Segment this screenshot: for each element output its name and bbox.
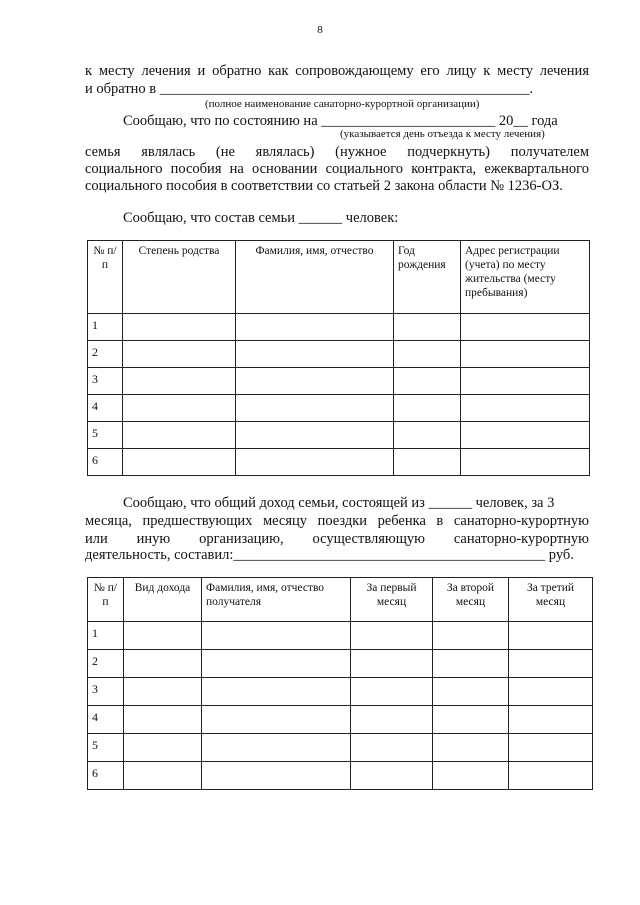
header-number: № п/п bbox=[88, 241, 123, 314]
family-composition-table bbox=[87, 240, 590, 476]
table-row bbox=[88, 449, 590, 476]
paragraph-line-9: месяца, предшествующих месяцу поездки ребенка в санаторно-курортную bbox=[85, 513, 589, 529]
third-month-cell[interactable] bbox=[509, 650, 593, 678]
birth-year-cell[interactable] bbox=[394, 395, 461, 422]
paragraph-line-1: к месту лечения и обратно как сопровождающему его лицу к месту лечения bbox=[85, 63, 589, 79]
third-month-cell[interactable] bbox=[509, 678, 593, 706]
row-number: 4 bbox=[88, 395, 123, 422]
address-cell[interactable] bbox=[461, 368, 590, 395]
paragraph-line-8: Сообщаю, что общий доход семьи, состоящей из ______ человек, за 3 bbox=[123, 495, 555, 511]
table-row bbox=[88, 650, 593, 678]
relationship-cell[interactable] bbox=[123, 422, 236, 449]
full-name-cell[interactable] bbox=[236, 395, 394, 422]
table-row bbox=[88, 622, 593, 650]
row-number: 2 bbox=[88, 341, 123, 368]
header-number: № п/п bbox=[88, 578, 124, 622]
paragraph-line-11: деятельность, составил:___________________________________________ руб. bbox=[85, 547, 574, 563]
row-number: 3 bbox=[88, 368, 123, 395]
birth-year-cell[interactable] bbox=[394, 368, 461, 395]
recipient-name-cell[interactable] bbox=[202, 622, 351, 650]
paragraph-family-size: Сообщаю, что состав семьи ______ человек: bbox=[123, 210, 399, 226]
full-name-cell[interactable] bbox=[236, 422, 394, 449]
second-month-cell[interactable] bbox=[433, 622, 509, 650]
birth-year-cell[interactable] bbox=[394, 314, 461, 341]
row-number: 5 bbox=[88, 422, 123, 449]
row-number: 6 bbox=[88, 449, 123, 476]
address-cell[interactable] bbox=[461, 341, 590, 368]
full-name-cell[interactable] bbox=[236, 368, 394, 395]
first-month-cell[interactable] bbox=[351, 650, 433, 678]
row-number: 1 bbox=[88, 314, 123, 341]
table-row bbox=[88, 368, 590, 395]
first-month-cell[interactable] bbox=[351, 678, 433, 706]
first-month-cell[interactable] bbox=[351, 762, 433, 790]
table-row bbox=[88, 314, 590, 341]
table-row bbox=[88, 762, 593, 790]
table-row bbox=[88, 734, 593, 762]
third-month-cell[interactable] bbox=[509, 762, 593, 790]
address-cell[interactable] bbox=[461, 395, 590, 422]
first-month-cell[interactable] bbox=[351, 706, 433, 734]
recipient-name-cell[interactable] bbox=[202, 706, 351, 734]
header-third-month: За третий месяц bbox=[509, 578, 593, 622]
relationship-cell[interactable] bbox=[123, 314, 236, 341]
paragraph-line-10: или иную организацию, осуществляющую санаторно-курортную bbox=[85, 531, 589, 547]
paragraph-line-6: социального пособия в соответствии со статьей 2 закона области № 1236-ОЗ. bbox=[85, 178, 563, 194]
header-second-month: За второй месяц bbox=[433, 578, 509, 622]
row-number: 6 bbox=[88, 762, 124, 790]
row-number: 3 bbox=[88, 678, 124, 706]
second-month-cell[interactable] bbox=[433, 734, 509, 762]
caption-departure-day: (указывается день отъезда к месту лечения) bbox=[340, 128, 545, 140]
first-month-cell[interactable] bbox=[351, 622, 433, 650]
table-row bbox=[88, 395, 590, 422]
row-number: 1 bbox=[88, 622, 124, 650]
relationship-cell[interactable] bbox=[123, 368, 236, 395]
table-header-row bbox=[88, 241, 590, 314]
address-cell[interactable] bbox=[461, 422, 590, 449]
family-income-table bbox=[87, 577, 593, 790]
address-cell[interactable] bbox=[461, 314, 590, 341]
relationship-cell[interactable] bbox=[123, 449, 236, 476]
second-month-cell[interactable] bbox=[433, 650, 509, 678]
second-month-cell[interactable] bbox=[433, 706, 509, 734]
paragraph-line-5: социального пособия на основании социального контракта, ежеквартального bbox=[85, 161, 589, 177]
row-number: 5 bbox=[88, 734, 124, 762]
third-month-cell[interactable] bbox=[509, 706, 593, 734]
table-header-row bbox=[88, 578, 593, 622]
header-birth-year: Год рождения bbox=[394, 241, 461, 314]
recipient-name-cell[interactable] bbox=[202, 762, 351, 790]
recipient-name-cell[interactable] bbox=[202, 678, 351, 706]
header-income-type: Вид дохода bbox=[124, 578, 202, 622]
income-type-cell[interactable] bbox=[124, 622, 202, 650]
table-row bbox=[88, 706, 593, 734]
header-relationship: Степень родства bbox=[123, 241, 236, 314]
header-first-month: За первый месяц bbox=[351, 578, 433, 622]
birth-year-cell[interactable] bbox=[394, 341, 461, 368]
table-row bbox=[88, 422, 590, 449]
relationship-cell[interactable] bbox=[123, 395, 236, 422]
recipient-name-cell[interactable] bbox=[202, 650, 351, 678]
birth-year-cell[interactable] bbox=[394, 422, 461, 449]
paragraph-line-3: Сообщаю, что по состоянию на ________________________ 20__ года bbox=[123, 113, 558, 129]
full-name-cell[interactable] bbox=[236, 341, 394, 368]
row-number: 2 bbox=[88, 650, 124, 678]
third-month-cell[interactable] bbox=[509, 734, 593, 762]
table-row bbox=[88, 341, 590, 368]
first-month-cell[interactable] bbox=[351, 734, 433, 762]
table-row bbox=[88, 678, 593, 706]
birth-year-cell[interactable] bbox=[394, 449, 461, 476]
income-type-cell[interactable] bbox=[124, 734, 202, 762]
paragraph-line-2: и обратно в ___________________________________________________. bbox=[85, 81, 534, 97]
second-month-cell[interactable] bbox=[433, 678, 509, 706]
address-cell[interactable] bbox=[461, 449, 590, 476]
third-month-cell[interactable] bbox=[509, 622, 593, 650]
full-name-cell[interactable] bbox=[236, 314, 394, 341]
caption-sanatorium-name: (полное наименование санаторно-курортной организации) bbox=[205, 98, 480, 110]
income-type-cell[interactable] bbox=[124, 762, 202, 790]
income-type-cell[interactable] bbox=[124, 650, 202, 678]
income-type-cell[interactable] bbox=[124, 678, 202, 706]
page-number: 8 bbox=[317, 24, 323, 36]
row-number: 4 bbox=[88, 706, 124, 734]
full-name-cell[interactable] bbox=[236, 449, 394, 476]
header-address: Адрес регистрации (учета) по месту жительства (месту пребывания) bbox=[461, 241, 590, 314]
recipient-name-cell[interactable] bbox=[202, 734, 351, 762]
header-recipient-name: Фамилия, имя, отчество получателя bbox=[202, 578, 351, 622]
paragraph-line-4: семья являлась (не являлась) (нужное подчеркнуть) получателем bbox=[85, 144, 589, 160]
relationship-cell[interactable] bbox=[123, 341, 236, 368]
income-type-cell[interactable] bbox=[124, 706, 202, 734]
header-full-name: Фамилия, имя, отчество bbox=[236, 241, 394, 314]
second-month-cell[interactable] bbox=[433, 762, 509, 790]
